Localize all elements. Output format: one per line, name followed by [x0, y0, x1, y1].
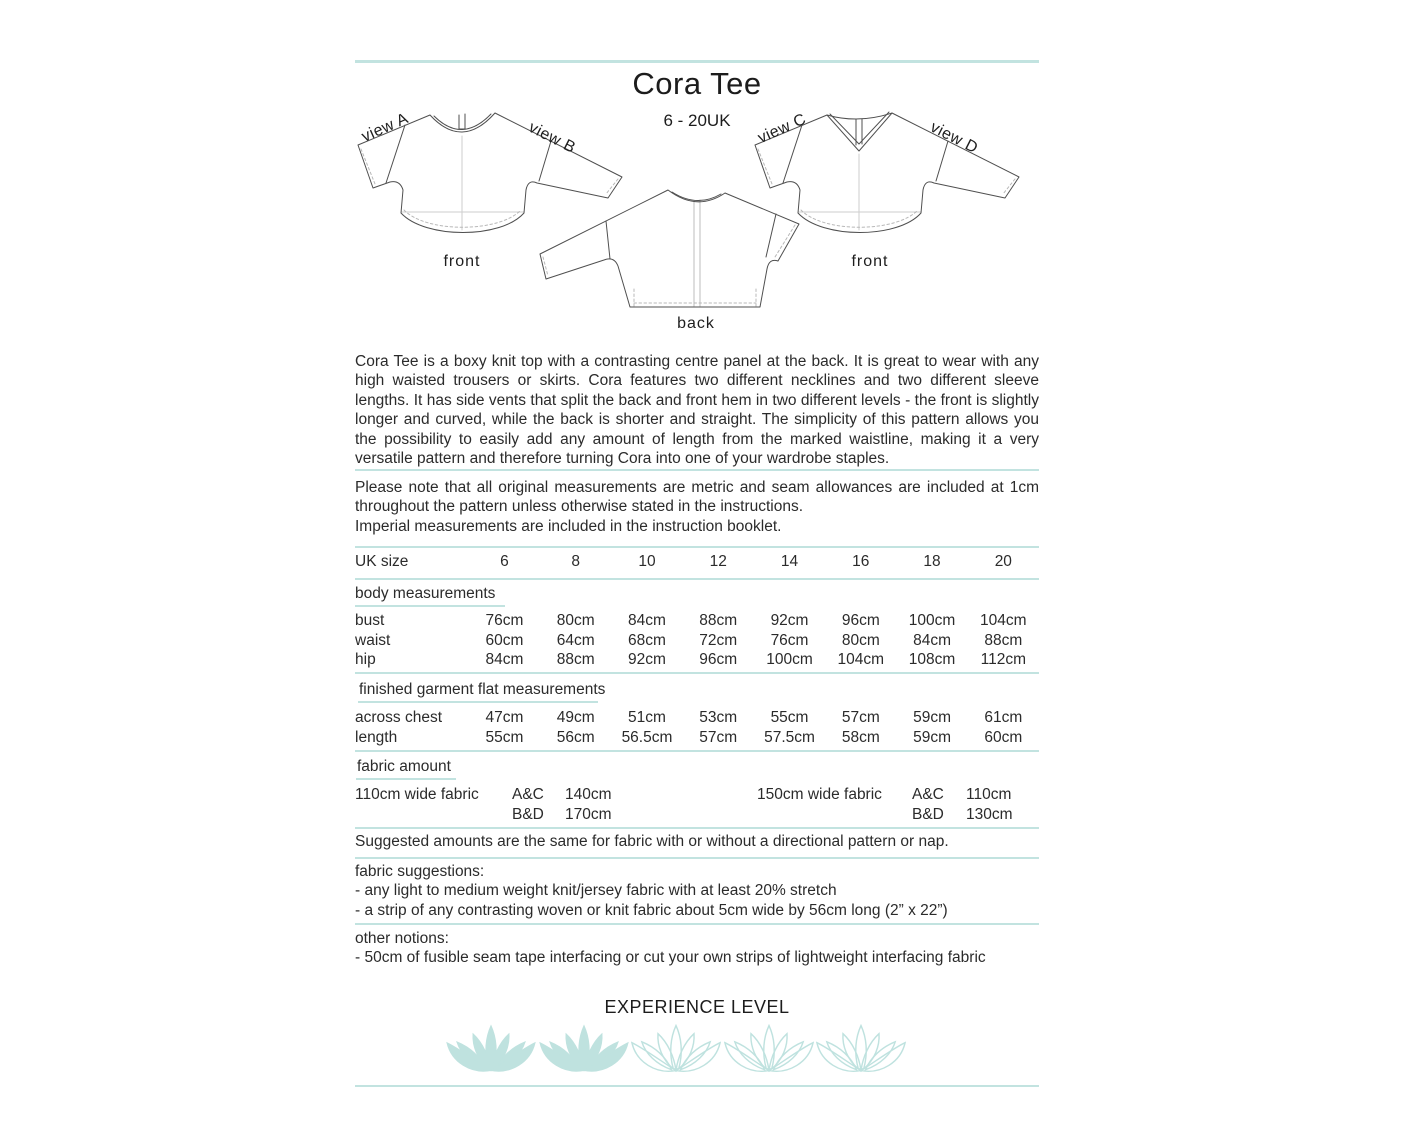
fabric-amount-label: fabric amount [357, 758, 451, 775]
divider-bottom [355, 1085, 1039, 1087]
front-right-caption: front [851, 253, 889, 270]
fabric-suggestion-item: - any light to medium weight knit/jersey fabric with at least 20% stretch [355, 882, 837, 900]
cell: 59cm [913, 729, 951, 746]
row-label: hip [355, 651, 376, 668]
measurement-note [355, 478, 1039, 536]
page-title: Cora Tee [632, 66, 762, 101]
size-col: 12 [709, 553, 727, 570]
size-col: 6 [500, 553, 509, 570]
back-caption: back [677, 315, 715, 332]
pattern-description: Cora Tee is a boxy knit top with a contrasting centre panel at the back. It is great to wear with any high waisted trousers or skirts. Cora features two different necklines and two different sleeve lengths. It has side vents that split the back and front hem in two different levels - the front is slightly longer and curved, while the back is shorter and straight. The simplicity of this pattern allows you the possibility to easily add any amount of length from the marked waistline, making it a very versatile pattern and therefore turning Cora into one of your wardrobe staples. [355, 353, 1039, 468]
views-label: A&C [512, 786, 544, 803]
cell: 57cm [841, 709, 880, 726]
divider [355, 672, 1039, 674]
back-view-drawing [540, 190, 799, 332]
lotus-icon [446, 1022, 536, 1076]
measurement-note-line1: Please note that all original measurements are metric and seam allowances are included at 1cm throughout the pattern unless otherwise stated in the instructions. [355, 479, 1039, 516]
cell: 47cm [485, 709, 524, 726]
other-notions-heading: other notions: [355, 930, 449, 947]
cell: 61cm [984, 709, 1023, 726]
cell: 96cm [699, 651, 738, 668]
fabric-suggestions-heading: fabric suggestions: [355, 863, 485, 880]
fabric-amount-note: Suggested amounts are the same for fabric with or without a directional pattern or nap. [355, 833, 949, 850]
amount-value: 170cm [565, 806, 612, 823]
view-b-label: view B [525, 119, 579, 157]
body-measurements-label: body measurements [355, 585, 496, 602]
cell: 76cm [485, 612, 524, 629]
row-label: waist [355, 632, 391, 649]
cell: 108cm [908, 651, 956, 668]
lotus-icon [816, 1022, 906, 1076]
length-row [355, 729, 1039, 747]
cell: 68cm [628, 632, 666, 649]
section-underline [355, 605, 505, 607]
views-label: B&D [512, 806, 544, 823]
waist-row [355, 632, 1039, 650]
fabric-width-label: 150cm wide fabric [757, 786, 882, 803]
cell: 88cm [984, 632, 1023, 649]
cell: 55cm [770, 709, 809, 726]
divider [355, 750, 1039, 752]
cell: 80cm [841, 632, 880, 649]
bust-row [355, 612, 1039, 630]
fabric-suggestion-item: - a strip of any contrasting woven or knit fabric about 5cm wide by 56cm long (2” x 22”) [355, 901, 948, 919]
row-label: length [355, 729, 398, 746]
experience-level-rating [446, 1022, 906, 1076]
front-view-round-neck-drawing [358, 110, 622, 270]
hip-row [355, 651, 1039, 669]
fabric-suggestions [355, 862, 1039, 920]
amount-value: 140cm [565, 786, 612, 803]
size-col: 20 [994, 553, 1012, 570]
row-label: bust [355, 612, 385, 629]
size-col: 16 [852, 553, 870, 570]
front-left-caption: front [443, 253, 481, 270]
lotus-icon [539, 1022, 629, 1076]
cell: 104cm [837, 651, 885, 668]
cell: 88cm [699, 612, 738, 629]
divider [355, 857, 1039, 859]
lotus-icon [631, 1022, 721, 1076]
finished-garment-label: finished garment flat measurements [359, 681, 606, 698]
size-header-row [355, 553, 1039, 571]
cell: 92cm [628, 651, 666, 668]
divider-top [355, 60, 1039, 63]
view-d-label: view D [927, 118, 981, 158]
cell: 57cm [699, 729, 738, 746]
views-label: A&C [912, 786, 944, 803]
experience-level-heading: EXPERIENCE LEVEL [604, 997, 790, 1017]
fabric-width-label: 110cm wide fabric [355, 786, 479, 803]
section-underline [358, 701, 598, 703]
lotus-icon [724, 1022, 814, 1076]
cell: 76cm [770, 632, 809, 649]
cell: 72cm [699, 632, 738, 649]
cell: 96cm [841, 612, 880, 629]
size-col: 18 [923, 553, 941, 570]
amount-value: 130cm [966, 806, 1013, 823]
cell: 60cm [485, 632, 524, 649]
cell: 55cm [485, 729, 524, 746]
cell: 100cm [766, 651, 813, 668]
size-range: 6 - 20UK [663, 111, 731, 130]
views-label: B&D [912, 806, 944, 823]
other-notions-item: - 50cm of fusible seam tape interfacing or cut your own strips of lightweight interfacing fabric [355, 949, 986, 967]
cell: 88cm [556, 651, 595, 668]
row-label: across chest [355, 709, 443, 726]
measurement-note-line2: Imperial measurements are included in the instruction booklet. [355, 517, 782, 535]
size-col: 10 [638, 553, 656, 570]
cell: 100cm [908, 612, 956, 629]
garment-technical-drawings [340, 92, 1050, 342]
cell: 84cm [913, 632, 951, 649]
cell: 84cm [485, 651, 524, 668]
view-a-label: view A [359, 110, 412, 146]
view-c-label: view C [755, 110, 809, 148]
size-col: 8 [571, 553, 581, 570]
cell: 53cm [699, 709, 738, 726]
other-notions [355, 929, 1039, 968]
cell: 59cm [913, 709, 951, 726]
cell: 84cm [628, 612, 666, 629]
cell: 56cm [556, 729, 595, 746]
cell: 51cm [628, 709, 666, 726]
cell: 58cm [841, 729, 880, 746]
size-header-label: UK size [355, 553, 409, 570]
cell: 56.5cm [621, 729, 673, 746]
divider [355, 923, 1039, 925]
size-col: 14 [780, 553, 799, 570]
divider [355, 546, 1039, 548]
cell: 57.5cm [764, 729, 815, 746]
cell: 92cm [770, 612, 809, 629]
divider [355, 469, 1039, 471]
cell: 112cm [980, 651, 1026, 668]
section-underline [356, 778, 456, 780]
cell: 80cm [556, 612, 595, 629]
cell: 60cm [984, 729, 1023, 746]
front-view-v-neck-drawing [755, 111, 1019, 270]
divider [355, 578, 1039, 580]
cell: 64cm [556, 632, 595, 649]
cell: 104cm [980, 612, 1027, 629]
across-chest-row [355, 709, 1039, 727]
divider [355, 827, 1039, 829]
cell: 49cm [556, 709, 595, 726]
amount-value: 110cm [966, 786, 1012, 803]
fabric-amount-table [355, 784, 1039, 828]
